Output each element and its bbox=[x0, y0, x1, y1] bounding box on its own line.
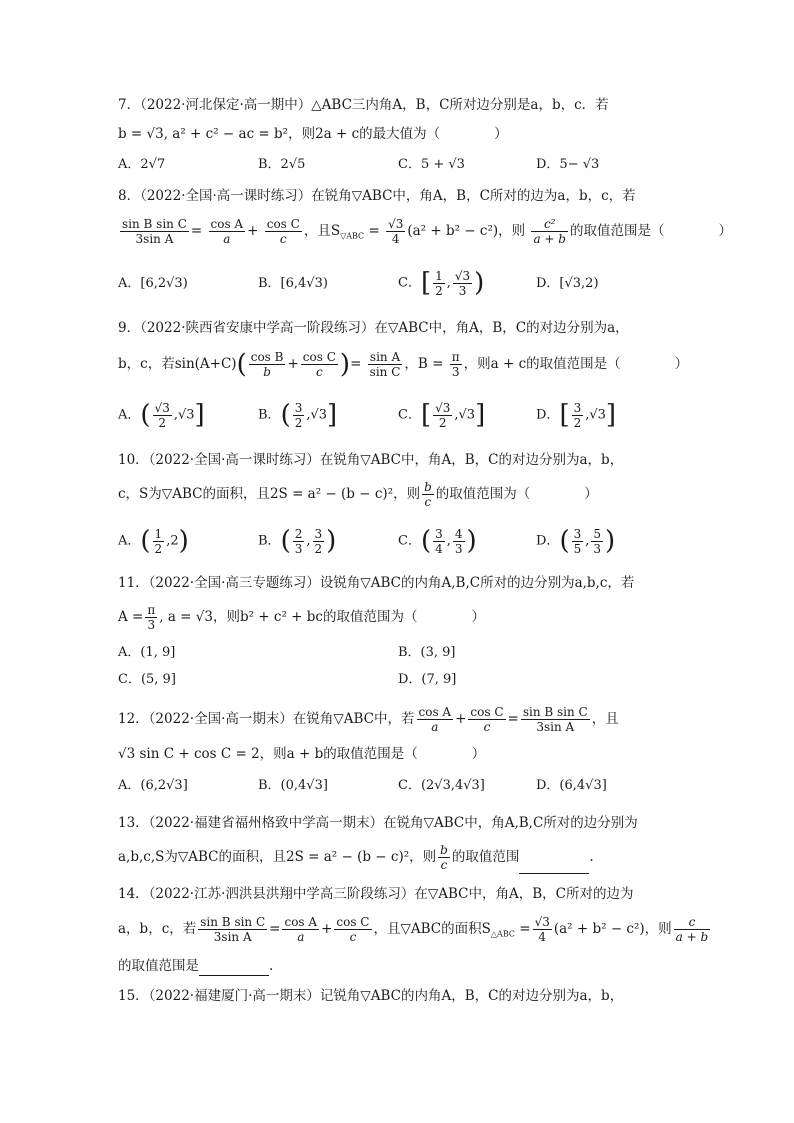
q10-option-d[interactable]: D．( $\frac{3}{5}$ , $\frac{5}{3}$ ) bbox=[536, 526, 616, 556]
q11-option-d[interactable]: D．(7, 9] bbox=[398, 672, 457, 687]
q11-condition: A = $\frac{\pi}{3}$ , a = √3，则b² + c² + bc的取值范围为（ ） bbox=[118, 603, 485, 632]
q12-option-b[interactable]: B．(0,4√3] bbox=[258, 778, 328, 793]
q10-option-b[interactable]: B．( $\frac{2}{3}$ , $\frac{3}{2}$ ) bbox=[258, 526, 337, 556]
q12-option-a[interactable]: A．(6,2√3] bbox=[118, 778, 188, 793]
q9-option-c[interactable]: C．[ $\frac{√3}{2}$ ,√3] bbox=[398, 400, 486, 430]
q10-stem: 10．（2022·全国·高一课时练习）在锐角▽ABC中，角A，B，C的对边分别为a，b， bbox=[118, 452, 624, 468]
q11-option-a[interactable]: A．(1, 9] bbox=[118, 645, 176, 660]
q12-option-c[interactable]: C．(2√3,4√3] bbox=[398, 778, 485, 793]
q9-option-d[interactable]: D．[ $\frac{3}{2}$ ,√3] bbox=[536, 400, 617, 430]
q8-frac-target: $\frac{\text{c²}}{a + b}$ bbox=[533, 217, 566, 246]
q8-frac-lhs: $\frac{\text{sin B sin C}}{\text{3sin A}}$ bbox=[122, 217, 187, 246]
q9-option-a[interactable]: A．( $\frac{√3}{2}$ ,√3] bbox=[118, 400, 205, 430]
q14-condition: a，b，c，若 $\frac{\text{sin B sin C}}{\text{3sin A}}$ = $\frac{\text{cos A}}{a}$ + $\frac{\text{cos C}}{c}$ ，且▽ABC的面积$S_{\triangle ABC}$ = $\frac{√3}{4}$ (a² + b² − c²)，则 $\frac{c}{a + b}$ bbox=[118, 915, 709, 944]
q12-stem: 12．（2022·全国·高一期末）在锐角▽ABC中，若 $\frac{\text{cos A}}{a}$ + $\frac{\text{cos C}}{c}$ = $\frac{\text{sin B sin C}}{\text{3sin A}}$ ，且 bbox=[118, 705, 619, 734]
q9-stem: 9．（2022·陕西省安康中学高一阶段练习）在▽ABC中，角A，B，C的对边分别为a， bbox=[118, 320, 629, 336]
q8-option-a[interactable]: A．[6,2√3) bbox=[118, 276, 188, 291]
q8-stem: 8．（2022·全国·高一课时练习）在锐角▽ABC中，角A，B，C所对的边为a，b，c，若 bbox=[118, 188, 636, 204]
q13-condition: a,b,c,S为▽ABC的面积，且2S = a² − (b − c)²，则 $\frac{b}{c}$ 的取值范围 . bbox=[118, 843, 594, 872]
q8-option-d[interactable]: D．[√3,2) bbox=[536, 276, 599, 291]
q11-option-c[interactable]: C．(5, 9] bbox=[118, 672, 176, 687]
q8-frac-sqrt3-4: $\frac{√3}{4}$ bbox=[388, 217, 404, 246]
q14-stem: 14．（2022·江苏·泗洪县洪翔中学高三阶段练习）在▽ABC中，角A，B，C所对的边为 bbox=[118, 886, 634, 902]
q9-condition: b，c，若sin(A+C)( $\frac{\text{cos B}}{b}$ + $\frac{\text{cos C}}{c}$ )= $\frac{\text{sin A}}{\text{sin C}}$ ，B = $\frac{\pi}{3}$ ，则a + c的取值范围是（ ） bbox=[118, 349, 689, 380]
q13-answer-blank[interactable] bbox=[519, 859, 589, 874]
q7-option-b[interactable]: B．2√5 bbox=[258, 157, 306, 172]
q10-condition: c，S为▽ABC的面积，且2S = a² − (b − c)²，则 $\frac{b}{c}$ 的取值范围为（ ） bbox=[118, 480, 598, 509]
q15-stem: 15．（2022·福建厦门·高一期末）记锐角▽ABC的内角A，B，C的对边分别为a，b， bbox=[118, 988, 624, 1004]
q9-option-b[interactable]: B．( $\frac{3}{2}$ ,√3] bbox=[258, 400, 338, 430]
q10-option-c[interactable]: C．( $\frac{3}{4}$ , $\frac{4}{3}$ ) bbox=[398, 526, 477, 556]
q10-option-a[interactable]: A．( $\frac{1}{2}$ ,2) bbox=[118, 526, 189, 556]
q12-option-d[interactable]: D．(6,4√3] bbox=[536, 778, 607, 793]
q7-option-d[interactable]: D．5− √3 bbox=[536, 157, 600, 172]
q8-frac-cosC: $\frac{\text{cos C}}{c}$ bbox=[266, 217, 300, 246]
q8-frac-cosA: $\frac{\text{cos A}}{a}$ bbox=[210, 217, 244, 246]
q7-option-a[interactable]: A．2√7 bbox=[118, 157, 166, 172]
q14-answer-blank[interactable] bbox=[199, 961, 269, 976]
q8-option-c[interactable]: C．[ $\frac{1}{2}$ , $\frac{√3}{3}$ ) bbox=[398, 268, 485, 298]
q14-tail: 的取值范围是 . bbox=[118, 958, 274, 974]
q7-option-c[interactable]: C．5 + √3 bbox=[398, 157, 465, 172]
q12-condition: √3 sin C + cos C = 2，则a + b的取值范围是（ ） bbox=[118, 746, 486, 762]
q8-option-b[interactable]: B．[6,4√3) bbox=[258, 276, 328, 291]
q11-stem: 11．（2022·全国·高三专题练习）设锐角▽ABC的内角A,B,C所对的边分别为a,b,c，若 bbox=[118, 575, 635, 591]
q13-stem: 13．（2022·福建省福州格致中学高一期末）在锐角▽ABC中，角A,B,C所对的边分别为 bbox=[118, 815, 638, 831]
q8-condition: $\frac{\text{sin B sin C}}{\text{3sin A}}$ = $\frac{\text{cos A}}{a}$ + $\frac{\text{cos C}}{c}$ ，且$S_{▽ABC}$ = $\frac{√3}{4}$ (a² + b² − c²)，则 $\frac{\text{c²}}{a + b}$ 的取值范围是（ ） bbox=[122, 217, 732, 246]
q7-condition: b = √3, a² + c² − ac = b²，则2a + c的最大值为（ ） bbox=[118, 126, 508, 142]
q7-stem: 7．（2022·河北保定·高一期中）△ABC三内角A，B，C所对边分别是a，b，c．若 bbox=[118, 97, 609, 113]
q11-option-b[interactable]: B．(3, 9] bbox=[398, 645, 456, 660]
